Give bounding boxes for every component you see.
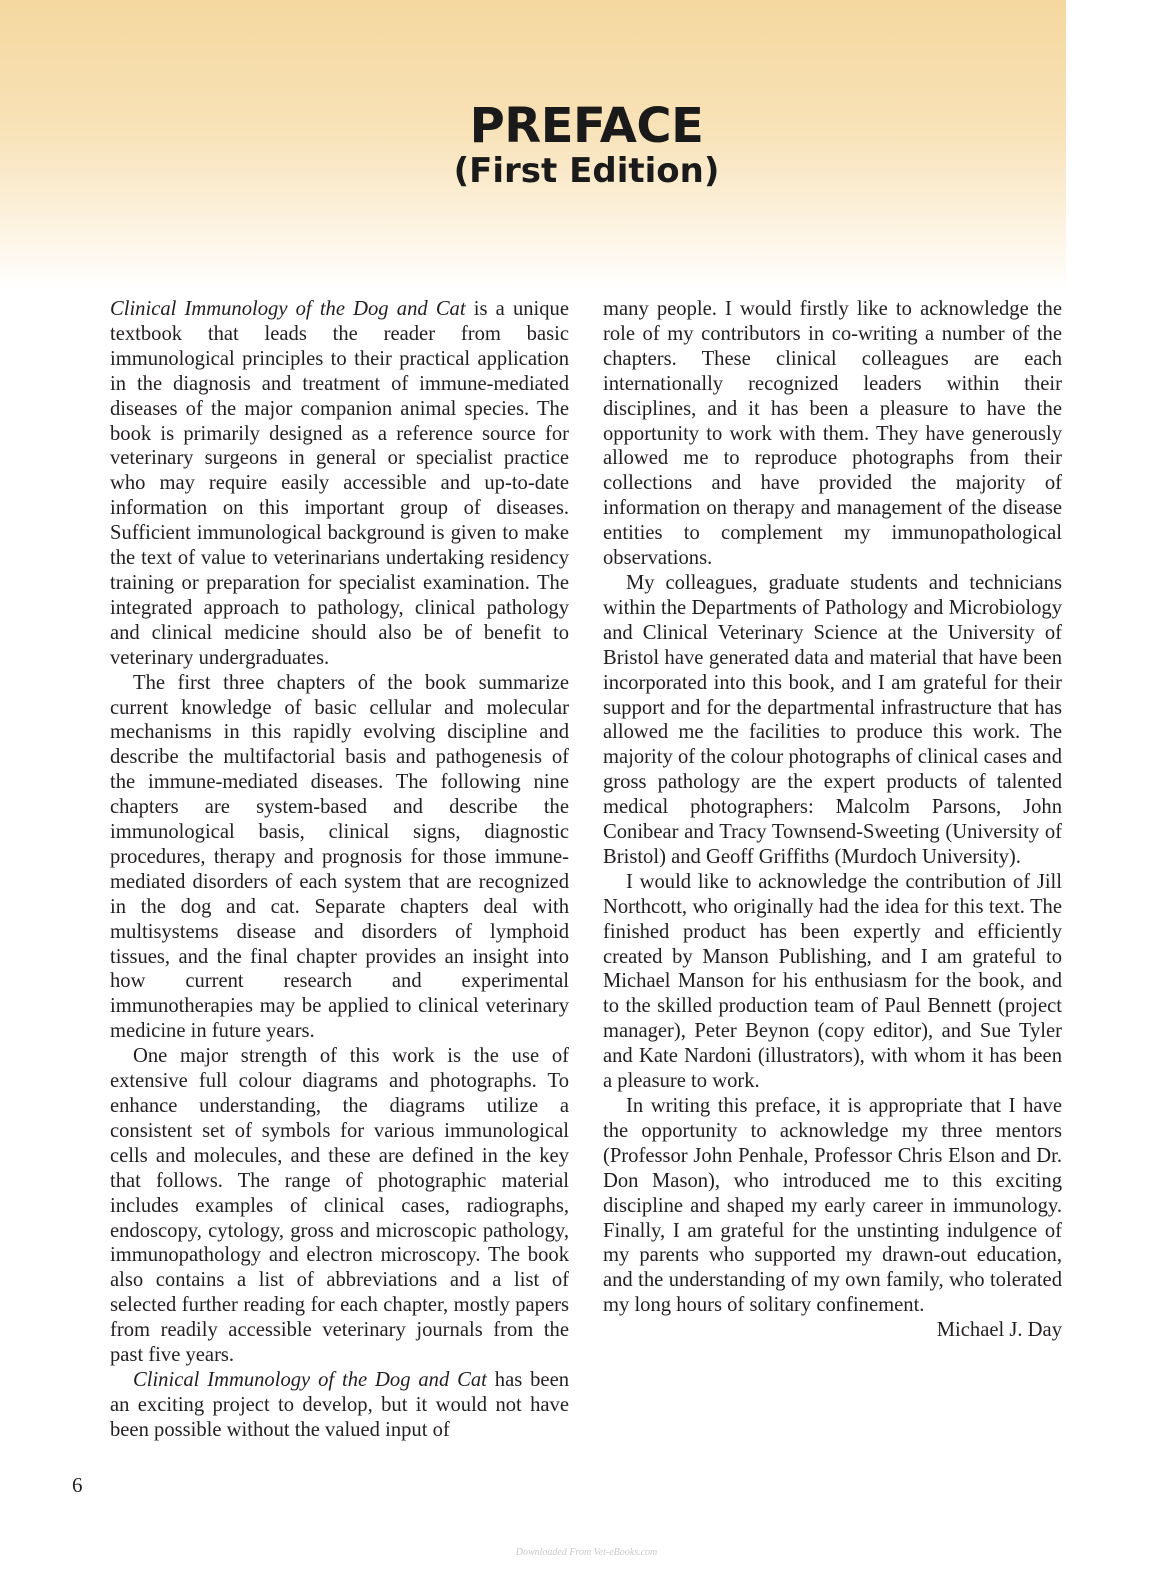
watermark: Downloaded From Vet-eBooks.com xyxy=(515,1547,658,1558)
book-title-italic: Clinical Immunology of the Dog and Cat xyxy=(133,1368,487,1391)
right-column xyxy=(603,297,1062,1343)
paragraph-publisher: I would like to acknowledge the contribution of Jill Northcott, who originally had the idea for this text. The finished product has been expertly and efficiently created by Manson Publishing, and I am grateful to Michael Manson for his enthusiasm for the book, and to the skilled production team of Paul Bennett (project manager), Peter Beynon (copy editor), and Sue Tyler and Kate Nardoni (illustrators), with whom it has been a pleasure to work. xyxy=(603,870,1062,1093)
author-signature: Michael J. Day xyxy=(936,1319,1062,1342)
paragraph-intro xyxy=(110,297,569,671)
paragraph-chapters: The first three chapters of the book summarize current knowledge of basic cellular and molecular mechanisms in this rapidly evolving discipline and describe the multifactorial basis and pathogenesis of the immune-mediated diseases. The following nine chapters are system-based and describe the immunological basis, clinical signs, diagnostic procedures, therapy and prognosis for those immune-mediated disorders of each system that are recognized in the dog and cat. Separate chapters deal with multisystems disease and disorders of lymphoid tissues, and the final chapter provides an insight into how current research and experimental immunotherapies may be applied to clinical veterinary medicine in future years. xyxy=(110,671,569,1043)
paragraph-project-text: has been an exciting project to develop, but it would not have been possible without the valued input of xyxy=(110,1368,570,1441)
left-column xyxy=(110,297,569,1443)
paragraph-project xyxy=(110,1368,569,1443)
page-title: PREFACE xyxy=(469,98,704,154)
book-title-italic: Clinical Immunology of the Dog and Cat xyxy=(110,298,466,320)
paragraph-mentors: In writing this preface, it is appropriate that I have the opportunity to acknowledge my three mentors (Professor John Penhale, Professor Chris Elson and Dr. Don Mason), who introduced me to this exciting discipline and shaped my early career in immunology. Finally, I am grateful for the unstinting indulgence of my parents who supported my drawn-out education, and the understanding of my own family, who tolerated my long hours of solitary confinement. xyxy=(603,1095,1062,1317)
paragraph-intro-text: is a unique textbook that leads the reader from basic immunological principles to their practical application in the diagnosis and treatment of immune-mediated diseases of the major companion animal species. The book is primarily designed as a reference source for veterinary surgeons in general or specialist practice who may require easily accessible and up-to-date information on this important group of diseases. Sufficient immunological background is given to make the text of value to veterinarians undertaking residency training or preparation for specialist examination. The integrated approach to pathology, clinical pathology and clinical medicine should also be of benefit to veterinary undergraduates. xyxy=(110,298,569,669)
paragraph-diagrams: One major strength of this work is the use of extensive full colour diagrams and photographs. To enhance understanding, the diagrams utilize a consistent set of symbols for various immunological cells and molecules, and these are defined in the key that follows. The range of photographic material includes examples of clinical cases, radiographs, endoscopy, cytology, gross and microscopic pathology, immunopathology and electron microscopy. The book also contains a list of abbreviations and a list of selected further reading for each chapter, mostly papers from readily accessible veterinary journals from the past five years. xyxy=(110,1045,569,1367)
page-number: 6 xyxy=(72,1473,83,1497)
paragraph-contributors: many people. I would firstly like to acknowledge the role of my contributors in co-writing a number of the chapters. These clinical colleagues are each internationally recognized leaders within their disciplines, and it has been a pleasure to have the opportunity to work with them. They have generously allowed me to reproduce photographs from their collections and have provided the majority of information on therapy and management of the disease entities to complement my immunopathological observations. xyxy=(603,298,1062,570)
page-subtitle: (First Edition) xyxy=(453,151,720,191)
paragraph-colleagues: My colleagues, graduate students and technicians within the Departments of Pathology and Microbiology and Clinical Veterinary Science at the University of Bristol have generated data and material that have been incorporated into this book, and I am grateful for their support and for the departmental infrastructure that has allowed me the facilities to produce this work. The majority of the colour photographs of clinical cases and gross pathology are the expert products of talented medical photographers: Malcolm Parsons, John Conibear and Tracy Townsend-Sweeting (University of Bristol) and Geoff Griffiths (Murdoch University). xyxy=(603,571,1062,868)
